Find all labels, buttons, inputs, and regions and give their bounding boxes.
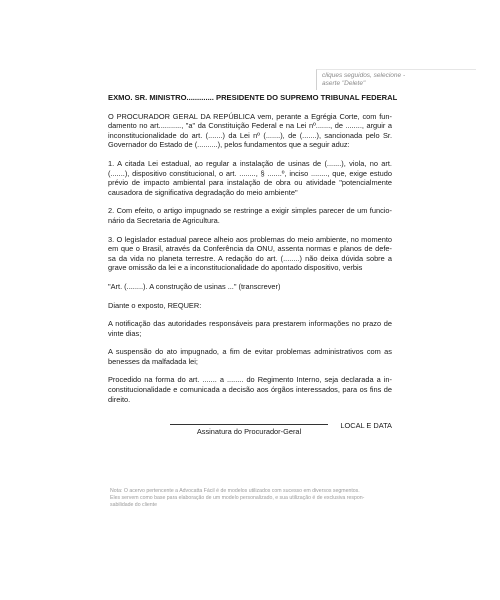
signature-block — [170, 424, 328, 436]
quote-paragraph — [108, 282, 392, 292]
note-line: sabilidade do cliente — [110, 501, 158, 508]
request-intro — [108, 301, 392, 311]
note-line: Nota: O acervo pertencente a Advocatta Fácil é de modelos utilizados com sucesso em diversos segmentos. — [110, 488, 360, 494]
paragraph-line: nário da Secretaria de Agricultura. — [108, 215, 220, 225]
paragraph-line: "Art. (........). A construção de usinas ..." (transcrever) — [108, 281, 281, 291]
paragraph-line: Procedido na forma do art. ....... a ........ do Regimento Interno, seja declarada a in- — [108, 375, 392, 385]
paragraph-line: Diante o exposto, REQUER: — [108, 300, 202, 310]
paragraph-line: em que o Brasil, através da Conferência da ONU, assenta normas e planos de defe- — [108, 244, 392, 254]
paragraph-line: vinte dias; — [108, 328, 142, 338]
document-body — [108, 93, 398, 431]
signature-label: Assinatura do Procurador-Geral — [196, 427, 302, 436]
place-date: LOCAL E DATA — [340, 421, 392, 431]
paragraph-line: direito. — [108, 394, 131, 404]
paragraph-line: 1. A citada Lei estadual, ao regular a instalação de usinas de (.......), viola, no art. — [108, 158, 392, 168]
paragraph-line: benesses da malfadada lei; — [108, 356, 198, 366]
paragraph-line: inconstitucionalidade do art. (.......) da Lei nº (.......), de (.......), sancionada pelo Sr. — [108, 130, 392, 140]
paragraph-line: 3. O legislador estadual parece alheio aos problemas do meio ambiente, no momento — [108, 234, 392, 244]
paragraph-line: sa da vida no planeta terrestre. A redação do art. (........) não deixa dúvida sobre a — [108, 253, 392, 263]
paragraph-line: damento no art..........., "a" da Constituição Federal e na Lei nº......., de ........, arguir a — [108, 121, 392, 131]
note-line: Eles servem como base para elaboração de um modelo personalizado, e sua utilização é de exclusiva respon- — [110, 494, 365, 501]
paragraph-line: A suspensão do ato impugnado, a fim de evitar problemas administrativos com as — [108, 347, 392, 357]
signature-line — [170, 424, 328, 425]
paragraph-line: Governador do Estado de (..........), pelos fundamentos que a seguir aduz: — [108, 140, 350, 150]
paragraph-line: A notificação das autoridades responsáveis para prestarem informações no prazo de — [108, 319, 392, 329]
paragraph-line: O PROCURADOR GERAL DA REPÚBLICA vem, perante a Egrégia Corte, com fun- — [108, 111, 392, 121]
hint-line: cliques seguidos, selecione - — [322, 72, 406, 79]
request-1-paragraph — [108, 319, 392, 338]
paragraph-line: grave omissão da lei e a inconstitucionalidade do apontado dispositivo, verbis — [108, 263, 363, 273]
item-3-paragraph — [108, 235, 392, 273]
paragraph-line: constitucionalidade e comunicada a decisão aos órgãos interessados, para os fins de — [108, 385, 392, 395]
paragraph-line: causadora de significativa degradação do meio ambiente" — [108, 187, 298, 197]
paragraph-line: 2. Com efeito, o artigo impugnado se restringe a exigir simples parecer de um funcio- — [108, 206, 392, 216]
item-2-paragraph — [108, 206, 392, 225]
paragraph-line: (.......), dispositivo constitucional, o art. ........, § .......º, inciso ........, que, exige estudo — [108, 168, 392, 178]
instruction-hint-box — [316, 69, 476, 90]
item-1-paragraph — [108, 159, 392, 197]
request-2-paragraph — [108, 347, 392, 366]
hint-line: aserte "Delete" — [322, 80, 366, 87]
document-heading: EXMO. SR. MINISTRO............. PRESIDENTE DO SUPREMO TRIBUNAL FEDERAL — [108, 93, 398, 102]
paragraph-line: prévio de impacto ambiental para instalação de obra ou atividade "potencialmente — [108, 178, 392, 188]
intro-paragraph — [108, 112, 392, 150]
request-3-paragraph — [108, 375, 392, 404]
footer-note — [110, 488, 392, 508]
